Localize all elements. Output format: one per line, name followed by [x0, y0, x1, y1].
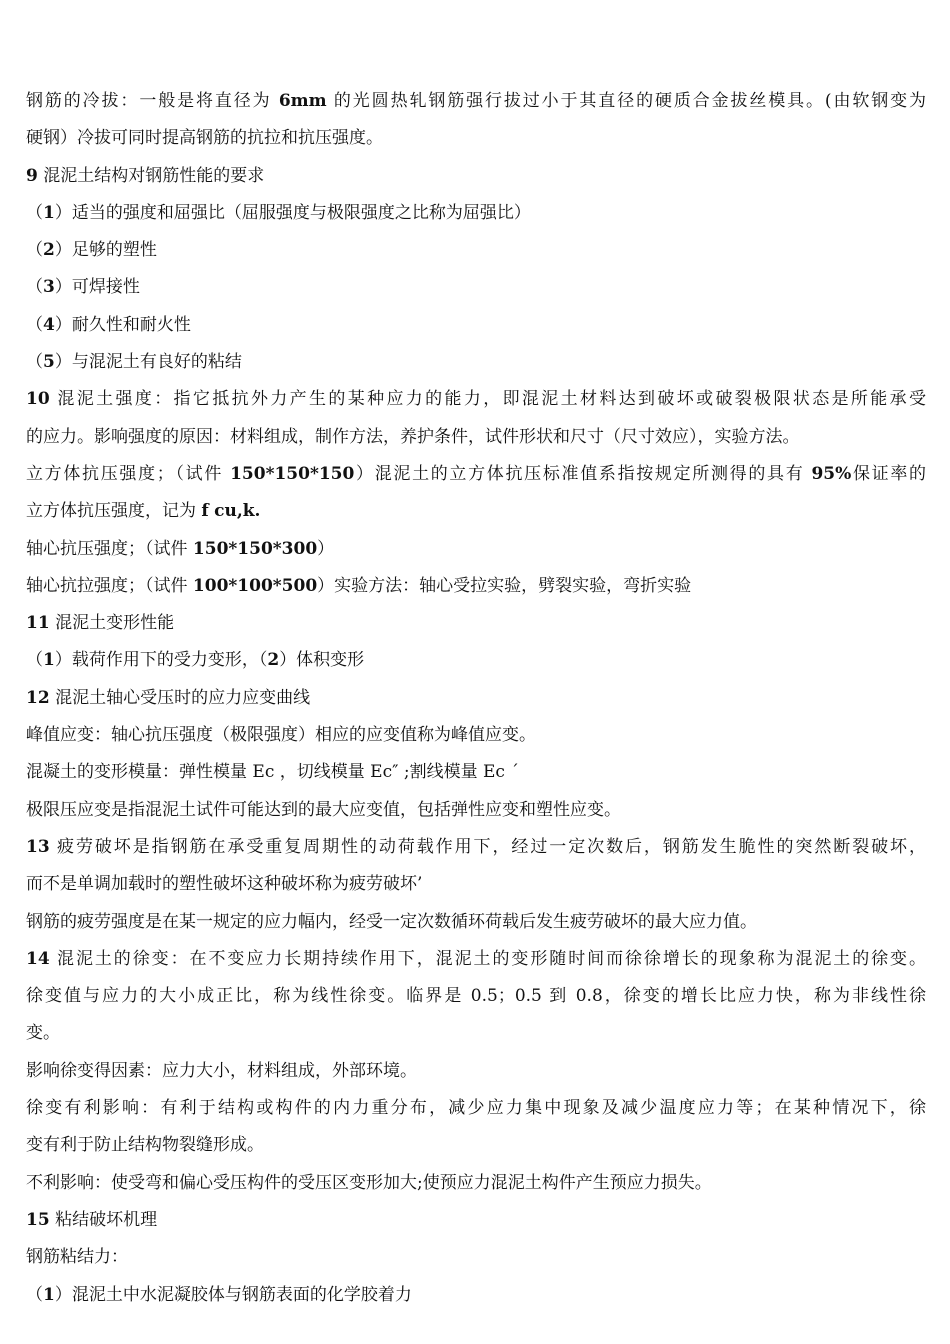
text-line: 极限压应变是指混泥土试件可能达到的最大应变值，包括弹性应变和塑性应变。: [26, 799, 621, 820]
document-page: [26, 83, 926, 1314]
section-heading: 15 粘结破坏机理: [26, 1209, 158, 1230]
section-heading: 12 混泥土轴心受压时的应力应变曲线: [26, 687, 311, 708]
text-line: 而不是单调加载时的塑性破坏这种破坏称为疲劳破坏’: [26, 874, 423, 895]
section-heading: 9 混泥土结构对钢筋性能的要求: [26, 165, 265, 186]
text-line: 影响徐变得因素：应力大小，材料组成，外部环境。: [26, 1060, 417, 1081]
section-heading: 13 疲劳破坏是指钢筋在承受重复周期性的动荷载作用下，经过一定次数后，钢筋发生脆性的突然断裂破坏，: [26, 836, 926, 857]
text-line: 轴心抗拉强度；（试件 100*100*500）实验方法：轴心受拉实验，劈裂实验，弯折实验: [26, 575, 692, 596]
text-line: 钢筋的疲劳强度是在某一规定的应力幅内，经受一定次数循环荷载后发生疲劳破坏的最大应力值。: [26, 911, 757, 932]
text-line: 轴心抗压强度；（试件 150*150*300）: [26, 538, 335, 559]
list-item: （1）适当的强度和屈强比（屈服强度与极限强度之比称为屈强比）: [26, 202, 531, 223]
text-line: 峰值应变：轴心抗压强度（极限强度）相应的应变值称为峰值应变。: [26, 725, 536, 746]
text-line: 混凝土的变形模量：弹性模量 Ec ，切线模量 Ec″ ;割线模量 Ec ´: [26, 762, 519, 783]
list-item: （5）与混泥土有良好的粘结: [26, 352, 242, 373]
text-line: 立方体抗压强度；（试件 150*150*150）混泥土的立方体抗压标准值系指按规定所测得的具有 95%保证率的: [26, 463, 926, 484]
list-item: （4）耐久性和耐火性: [26, 314, 191, 335]
list-item: （3）可焊接性: [26, 277, 140, 298]
text-line: 的应力。影响强度的原因：材料组成，制作方法，养护条件，试件形状和尺寸（尺寸效应），实验方法。: [26, 426, 800, 447]
section-heading: 10 混泥土强度：指它抵抗外力产生的某种应力的能力，即混泥土材料达到破坏或破裂极限状态是所能承受: [26, 389, 926, 410]
text-line: 不利影响：使受弯和偏心受压构件的受压区变形加大;使预应力混泥土构件产生预应力损失。: [26, 1172, 712, 1193]
text-line: 变有利于防止结构物裂缝形成。: [26, 1135, 264, 1156]
text-line: 变。: [26, 1023, 60, 1044]
text-line: 钢筋的冷拔：一般是将直径为 6mm 的光圆热轧钢筋强行拔过小于其直径的硬质合金拔丝模具。(由软钢变为: [26, 91, 926, 111]
list-item: （1）载荷作用下的受力变形，（2）体积变形: [26, 650, 365, 671]
text-line: 钢筋粘结力：: [26, 1247, 128, 1268]
text-line: 徐变值与应力的大小成正比，称为线性徐变。临界是 0.5；0.5 到 0.8，徐变的增长比应力快，称为非线性徐: [26, 986, 926, 1007]
text-line: 徐变有利影响：有利于结构或构件的内力重分布，减少应力集中现象及减少温度应力等；在某种情况下，徐: [26, 1098, 926, 1119]
section-heading: 14 混泥土的徐变：在不变应力长期持续作用下，混泥土的变形随时间而徐徐增长的现象称为混泥土的徐变。: [26, 948, 926, 969]
text-line: 立方体抗压强度，记为 f cu,k.: [26, 501, 261, 522]
list-item: （1）混泥土中水泥凝胶体与钢筋表面的化学胶着力: [26, 1284, 412, 1305]
list-item: （2）足够的塑性: [26, 240, 157, 261]
section-heading: 11 混泥土变形性能: [26, 613, 175, 634]
text-line: 硬钢）冷拔可同时提高钢筋的抗拉和抗压强度。: [26, 128, 383, 149]
